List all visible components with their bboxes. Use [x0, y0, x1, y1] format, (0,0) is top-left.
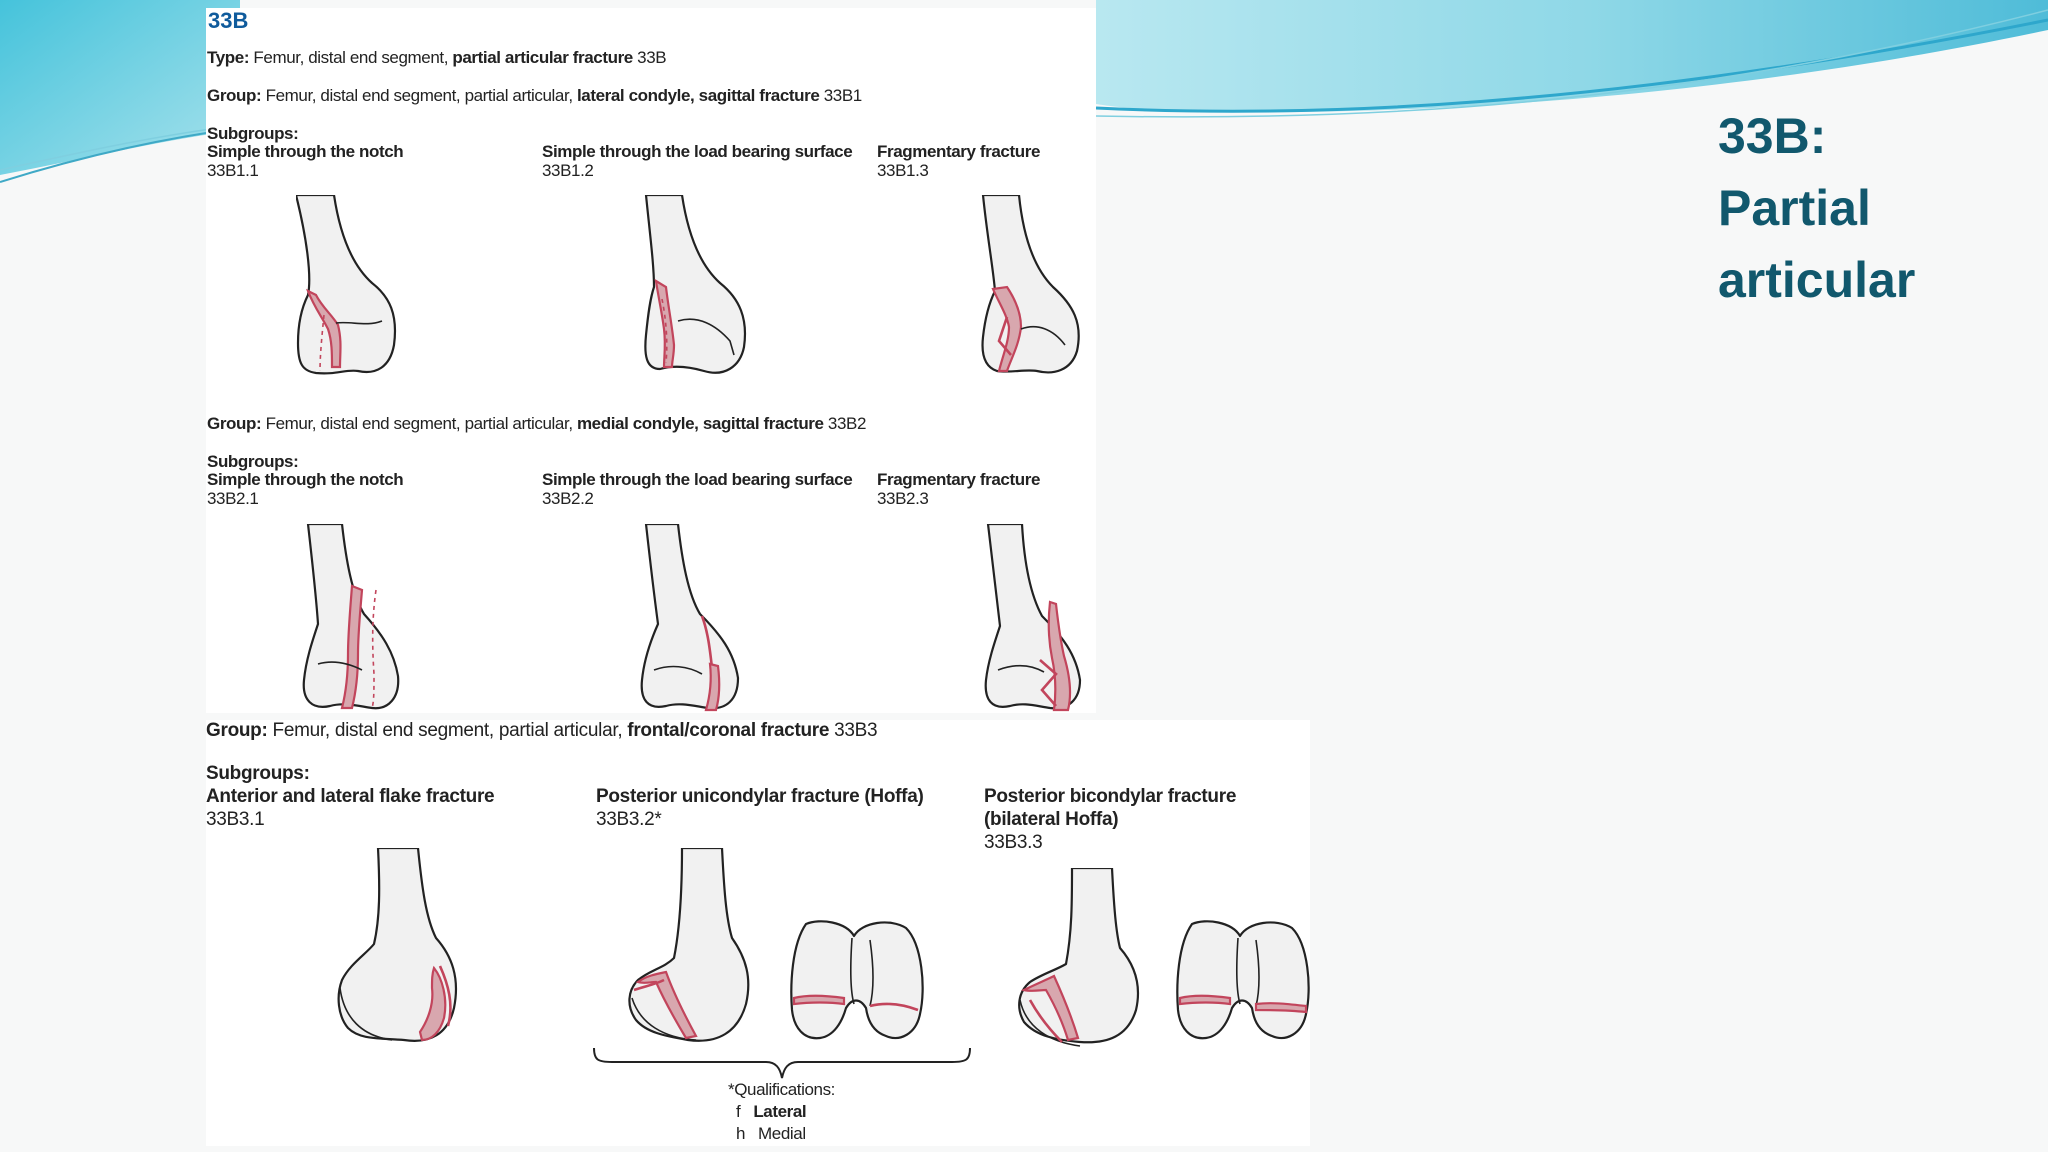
subgroup-33b12-code: 33B1.2: [542, 161, 594, 180]
group2-desc: Femur, distal end segment, partial articular,: [265, 414, 573, 433]
qualification-letter-h: h: [736, 1124, 746, 1143]
slide-title: [1718, 100, 1915, 316]
slide-title-line2: Partial: [1718, 180, 1871, 236]
subgroup-33b33-name: Posterior bicondylar fracture: [984, 786, 1237, 807]
group1-label: Group:: [207, 86, 262, 105]
knee-condyles-illustration-33b33: [1176, 918, 1312, 1048]
slide-title-line1: 33B:: [1718, 108, 1827, 164]
qualification-item-lateral: [736, 1102, 806, 1122]
subgroup-33b21-code: 33B2.1: [207, 489, 259, 508]
group1-subgroups-label: Subgroups:: [207, 124, 299, 143]
group2-subgroups-label: Subgroups:: [207, 452, 299, 471]
subgroup-33b12-name: Simple through the load bearing surface: [542, 142, 853, 161]
subgroup-33b13-name: Fragmentary fracture: [877, 142, 1041, 161]
femur-illustration-33b22: [640, 524, 752, 714]
type-label: Type:: [207, 48, 250, 67]
group1-code: 33B1: [823, 86, 862, 105]
subgroup-33b32-name: Posterior unicondylar fracture (Hoffa): [596, 786, 924, 807]
classification-panel-top: [206, 8, 1096, 713]
qualifications-label: *Qualifications:: [728, 1080, 835, 1099]
brace-bracket: [592, 1046, 972, 1082]
femur-illustration-33b11: [296, 195, 406, 380]
section-header: 33B: [208, 8, 249, 33]
subgroup-33b32-code: 33B3.2*: [596, 809, 662, 830]
subgroup-33b23-name: Fragmentary fracture: [877, 470, 1041, 489]
femur-illustration-33b21: [302, 524, 414, 714]
subgroup-33b31-name: Anterior and lateral flake fracture: [206, 786, 495, 807]
knee-condyles-illustration-33b32: [790, 918, 926, 1048]
qualification-text-medial: Medial: [758, 1124, 806, 1143]
femur-illustration-33b32: [626, 848, 756, 1048]
group2-code: 33B2: [827, 414, 867, 433]
type-bold: partial articular fracture: [452, 48, 633, 67]
group1-line: [207, 86, 862, 106]
femur-illustration-33b13: [981, 195, 1093, 380]
group2-label: Group:: [207, 414, 262, 433]
classification-panel-bottom: [206, 720, 1310, 1146]
type-code: 33B: [637, 48, 667, 67]
type-desc: Femur, distal end segment,: [253, 48, 449, 67]
subgroup-33b22-name: Simple through the load bearing surface: [542, 470, 853, 489]
subgroup-33b33-code: 33B3.3: [984, 832, 1043, 853]
subgroup-33b11-code: 33B1.1: [207, 161, 259, 180]
femur-illustration-33b12: [644, 195, 756, 380]
subgroup-33b21-name: Simple through the notch: [207, 470, 404, 489]
group2-line: [207, 414, 866, 434]
femur-illustration-33b23: [984, 524, 1096, 714]
group3-label: Group:: [206, 720, 268, 741]
group3-bold: frontal/coronal fracture: [627, 720, 830, 741]
subgroup-33b13-code: 33B1.3: [877, 161, 929, 180]
femur-illustration-33b31: [336, 848, 466, 1048]
group3-code: 33B3: [834, 720, 878, 741]
qualification-item-medial: [736, 1124, 806, 1144]
type-line: [207, 48, 666, 68]
subgroup-33b22-code: 33B2.2: [542, 489, 594, 508]
subgroup-33b31-code: 33B3.1: [206, 809, 265, 830]
subgroup-33b23-code: 33B2.3: [877, 489, 929, 508]
femur-illustration-33b33: [1016, 868, 1146, 1058]
qualification-text-lateral: Lateral: [753, 1102, 807, 1121]
group1-desc: Femur, distal end segment, partial articular,: [265, 86, 573, 105]
subgroup-33b11-name: Simple through the notch: [207, 142, 404, 161]
slide-title-line3: articular: [1718, 252, 1916, 308]
group3-line: [206, 720, 877, 742]
group3-desc: Femur, distal end segment, partial articular,: [272, 720, 623, 741]
group2-bold: medial condyle, sagittal fracture: [576, 414, 824, 433]
group1-bold: lateral condyle, sagittal fracture: [576, 86, 820, 105]
group3-subgroups-label: Subgroups:: [206, 763, 310, 784]
subgroup-33b33-name-line2: (bilateral Hoffa): [984, 809, 1119, 830]
qualification-letter-f: f: [736, 1102, 741, 1121]
